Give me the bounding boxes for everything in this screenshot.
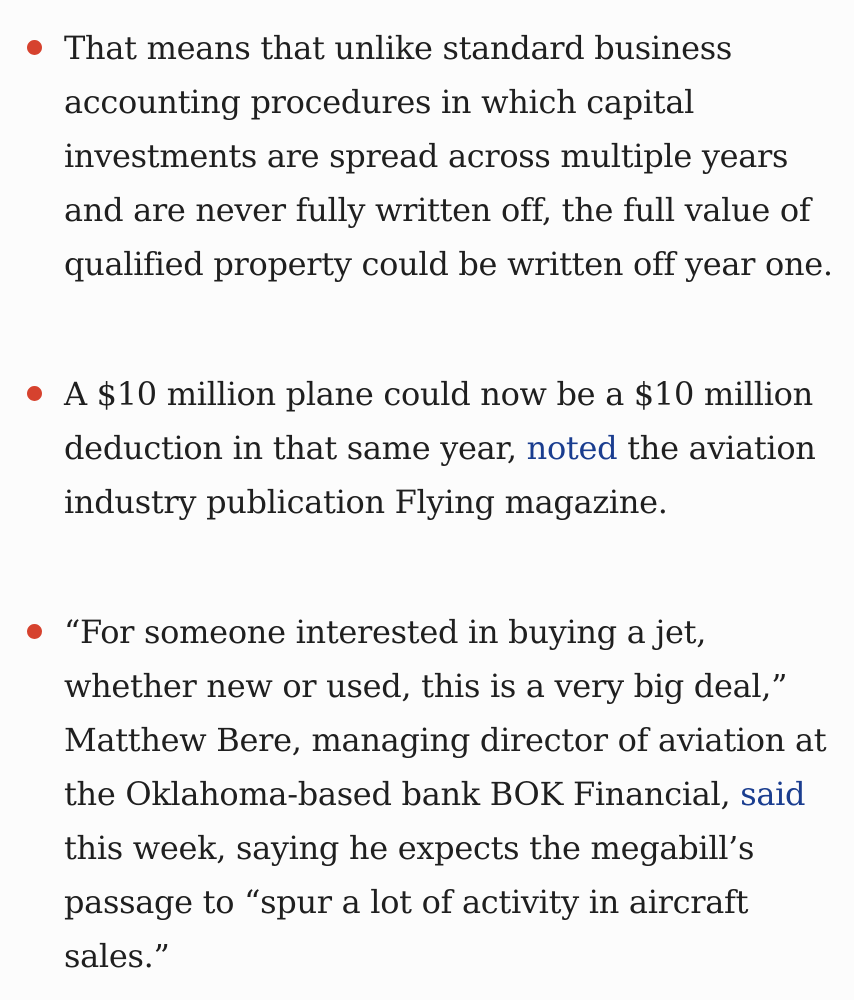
bullet-text: That means that unlike standard business accounting procedures in which capital investments are spread across multiple years and are never fully written off, the full value of qualified property could be written off year one. bbox=[64, 29, 833, 283]
bullet-dot-icon bbox=[27, 386, 42, 401]
bullet-text-after-link: the aviation industry publication Flying magazine. bbox=[64, 429, 816, 521]
list-item bbox=[64, 367, 836, 529]
bullet-text-before-link: “For someone interested in buying a jet, whether new or used, this is a very big deal,” Matthew Bere, managing director of aviation at the Oklahoma-based bank BOK Financial, bbox=[64, 613, 827, 813]
noted-link[interactable]: noted bbox=[526, 429, 618, 467]
list-item bbox=[64, 605, 836, 983]
bullet-dot-icon bbox=[27, 624, 42, 639]
bullet-text-after-link: this week, saying he expects the megabill’s passage to “spur a lot of activity in aircraft sales.” bbox=[64, 829, 755, 975]
bullet-dot-icon bbox=[27, 40, 42, 55]
list-item bbox=[64, 21, 836, 291]
bullet-text-before-link: A $10 million plane could now be a $10 million deduction in that same year, bbox=[64, 375, 813, 467]
said-link[interactable]: said bbox=[740, 775, 806, 813]
